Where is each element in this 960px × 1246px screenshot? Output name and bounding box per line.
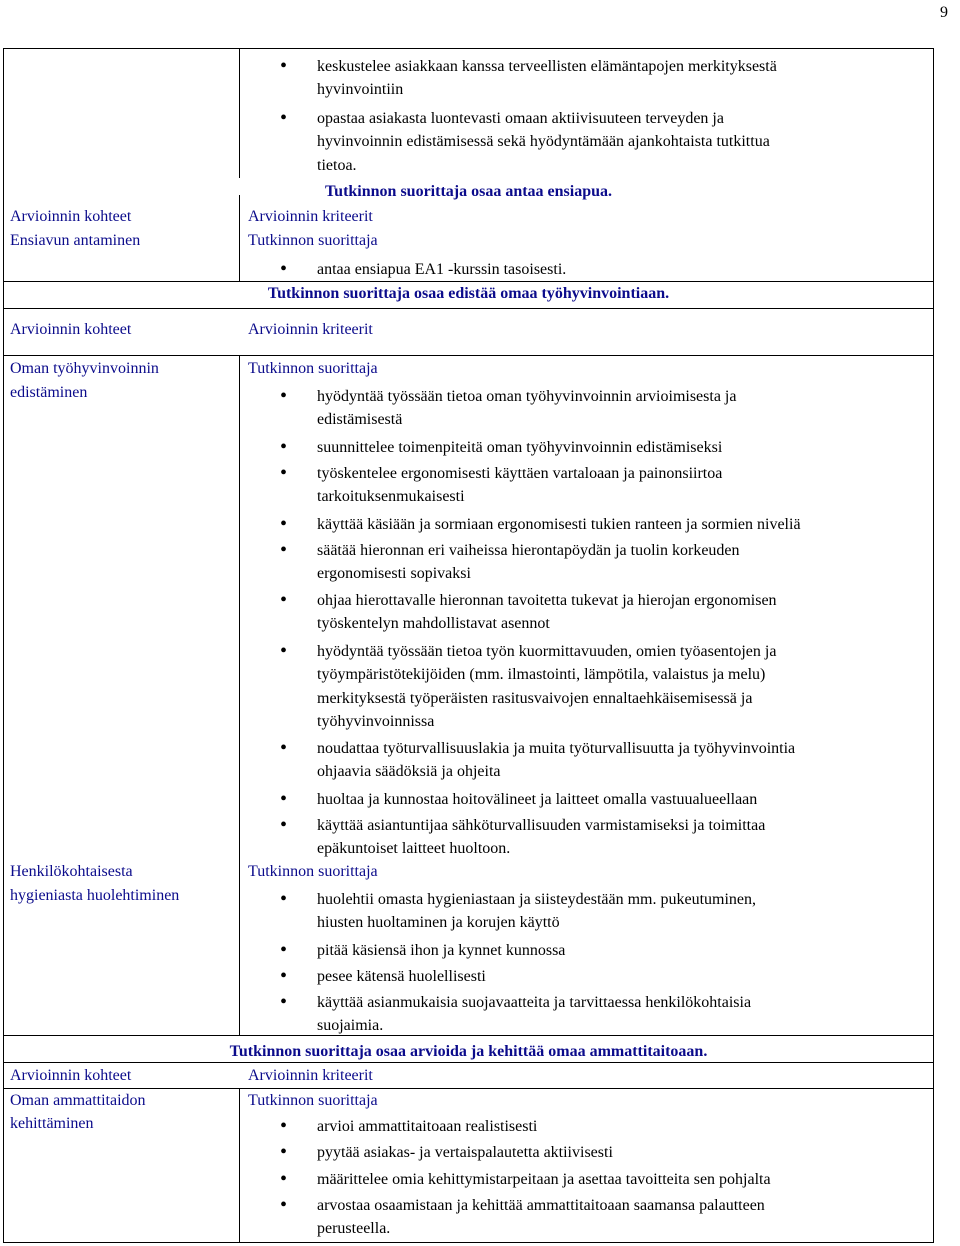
section-divider [3, 308, 934, 309]
section-divider [3, 355, 934, 356]
list-item: • käyttää asiantuntijaa sähköturvallisuuden varmistamiseksi ja toimittaa [317, 814, 765, 837]
list-item-continuation: tietoa. [317, 157, 357, 174]
list-item-continuation: ergonomisesti sopivaksi [317, 565, 471, 582]
criteria-intro: Tutkinnon suorittaja [248, 232, 378, 249]
list-item-continuation: hyvinvointiin [317, 81, 404, 98]
list-item-continuation: perusteella. [317, 1220, 391, 1237]
list-item: • opastaa asiakasta luontevasti omaan aktiivisuuteen terveyden ja [317, 107, 724, 130]
column-header-targets: Arvioinnin kohteet [10, 208, 132, 225]
column-header-targets: Arvioinnin kohteet [10, 1067, 132, 1084]
list-item: • keskustelee asiakkaan kanssa terveellisten elämäntapojen merkityksestä [317, 55, 777, 78]
list-item: • määrittelee omia kehittymistarpeitaan ja asettaa tavoitteita sen pohjalta [317, 1168, 771, 1191]
list-item: • käyttää käsiään ja sormiaan ergonomisesti tukien ranteen ja sormien niveliä [317, 513, 801, 536]
list-item: • huoltaa ja kunnostaa hoitovälineet ja laitteet omalla vastuualueellaan [317, 788, 757, 811]
list-item: • ohjaa hierottavalle hieronnan tavoitetta tukevat ja hierojan ergonomisen [317, 589, 777, 612]
list-item: • hyödyntää työssään tietoa oman työhyvinvoinnin arvioimisesta ja [317, 385, 736, 408]
list-item: • suunnittelee toimenpiteitä oman työhyvinvoinnin edistämiseksi [317, 436, 722, 459]
assessment-target: edistäminen [10, 384, 88, 401]
list-item-continuation: työskentelyn mahdollistavat asennot [317, 615, 550, 632]
page-number: 9 [940, 4, 948, 21]
criteria-intro: Tutkinnon suorittaja [248, 863, 378, 880]
list-item: • pyytää asiakas- ja vertaispalautetta aktiivisesti [317, 1141, 613, 1164]
list-item: • noudattaa työturvallisuuslakia ja muita työturvallisuutta ja työhyvinvointia [317, 737, 795, 760]
column-divider [239, 48, 240, 178]
list-item: • pesee kätensä huolellisesti [317, 965, 486, 988]
list-item: • pitää käsiensä ihon ja kynnet kunnossa [317, 939, 565, 962]
list-item-continuation: edistämisestä [317, 411, 403, 428]
column-header-criteria: Arvioinnin kriteerit [248, 1067, 373, 1084]
list-item: • hyödyntää työssään tietoa työn kuormittavuuden, omien työasentojen ja [317, 640, 776, 663]
assessment-target: hygieniasta huolehtiminen [10, 887, 180, 904]
column-divider [239, 1088, 240, 1242]
list-item: • huolehtii omasta hygieniastaan ja siisteydestään mm. pukeutuminen, [317, 888, 756, 911]
list-item: • antaa ensiapua EA1 -kurssin tasoisesti. [317, 258, 566, 281]
list-item: • arvioi ammattitaitoaan realistisesti [317, 1115, 537, 1138]
assessment-target: Oman työhyvinvoinnin [10, 360, 159, 377]
list-item-continuation: merkityksestä työperäisten rasitusvaivojen ennaltaehkäisemisessä ja [317, 690, 753, 707]
list-item-continuation: hiusten huoltaminen ja korujen käyttö [317, 914, 560, 931]
assessment-target: Henkilökohtaisesta [10, 863, 133, 880]
column-header-targets: Arvioinnin kohteet [10, 321, 132, 338]
column-divider [239, 355, 240, 1035]
list-item-continuation: työhyvinvoinnissa [317, 713, 435, 730]
list-item-continuation: suojaimia. [317, 1017, 384, 1034]
list-item: • arvostaa osaamistaan ja kehittää ammattitaitoaan saamansa palautteen [317, 1194, 765, 1217]
assessment-target: kehittäminen [10, 1115, 94, 1132]
list-item-continuation: tarkoituksenmukaisesti [317, 488, 465, 505]
column-header-criteria: Arvioinnin kriteerit [248, 321, 373, 338]
criteria-intro: Tutkinnon suorittaja [248, 1092, 378, 1109]
list-item-continuation: epäkuntoiset laitteet huoltoon. [317, 840, 511, 857]
list-item-continuation: ohjaavia säädöksiä ja ohjeita [317, 763, 501, 780]
assessment-target: Oman ammattitaidon [10, 1092, 146, 1109]
table-border-bottom [3, 1242, 934, 1243]
section-divider [3, 1035, 934, 1036]
assessment-target: Ensiavun antaminen [10, 232, 141, 249]
table-border-top [3, 48, 934, 49]
list-item: • työskentelee ergonomisesti käyttäen vartaloaan ja painonsiirtoa [317, 462, 722, 485]
section-heading: Tutkinnon suorittaja osaa antaa ensiapua. [324, 183, 613, 200]
section-heading: Tutkinnon suorittaja osaa edistää omaa työhyvinvointiaan. [267, 285, 670, 302]
list-item-continuation: työympäristötekijöiden (mm. ilmastointi, lämpötila, valaistus ja melu) [317, 666, 766, 683]
column-header-criteria: Arvioinnin kriteerit [248, 208, 373, 225]
section-heading: Tutkinnon suorittaja osaa arvioida ja kehittää omaa ammattitaitoaan. [229, 1043, 708, 1060]
column-divider [239, 195, 240, 281]
list-item-continuation: hyvinvoinnin edistämisessä sekä hyödyntämään ajankohtaista tutkittua [317, 133, 770, 150]
table-border-right [933, 48, 934, 1243]
table-border-left [3, 48, 4, 1243]
list-item: • säätää hieronnan eri vaiheissa hierontapöydän ja tuolin korkeuden [317, 539, 740, 562]
criteria-intro: Tutkinnon suorittaja [248, 360, 378, 377]
list-item: • käyttää asianmukaisia suojavaatteita ja tarvittaessa henkilökohtaisia [317, 991, 751, 1014]
